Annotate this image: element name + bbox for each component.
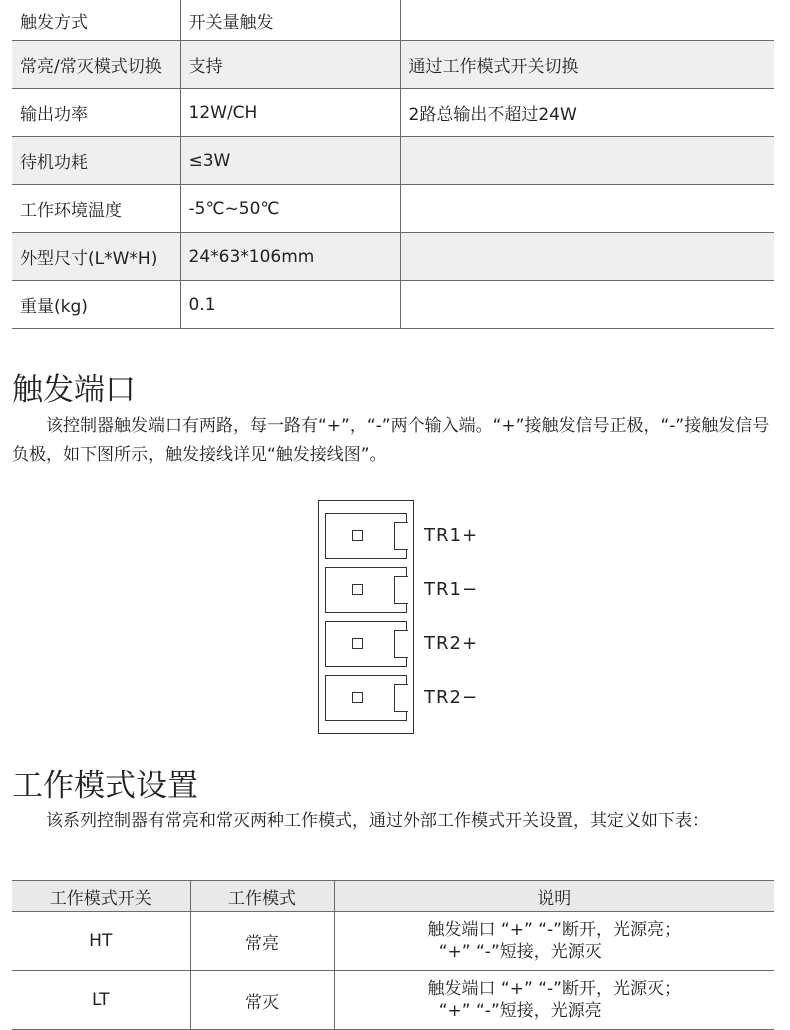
spec-note (400, 137, 774, 185)
mode-switch: LT (12, 971, 190, 1030)
trigger-connector-diagram (318, 500, 414, 734)
mode-switch: HT (12, 912, 190, 971)
terminal-notch (394, 684, 408, 712)
spec-value: 0.1 (180, 281, 400, 329)
terminal-label-tr2-minus: TR2− (424, 687, 479, 708)
mode-table (12, 880, 774, 1030)
header-switch: 工作模式开关 (12, 881, 190, 912)
terminal-screw-icon (352, 692, 363, 703)
terminal-label-tr2-plus: TR2+ (424, 633, 479, 654)
terminal-block (325, 675, 407, 721)
spec-table (12, 0, 774, 329)
spec-param: 触发方式 (12, 0, 180, 41)
spec-value: -5℃~50℃ (180, 185, 400, 233)
spec-row (12, 185, 774, 233)
mode-desc-line: “+” “-”短接，光源灭 (438, 942, 602, 962)
mode-paragraph: 该系列控制器有常亮和常灭两种工作模式，通过外部工作模式开关设置，其定义如下表： (46, 811, 709, 831)
spec-row (12, 0, 774, 41)
trigger-paragraph: 该控制器触发端口有两路，每一路有“+”，“-”两个输入端。“+”接触发信号正极，“-”接触发信号负极，如下图所示，触发接线详见“触发接线图”。 (12, 416, 770, 465)
terminal-label-tr1-plus: TR1+ (424, 525, 479, 546)
spec-param: 常亮/常灭模式切换 (12, 41, 180, 89)
terminal-block (325, 513, 407, 559)
spec-note: 2路总输出不超过24W (400, 89, 774, 137)
mode-row (12, 912, 774, 971)
spec-note: 通过工作模式开关切换 (400, 41, 774, 89)
spec-row (12, 233, 774, 281)
terminal-notch (394, 576, 408, 604)
spec-value: 开关量触发 (180, 0, 400, 41)
spec-row (12, 137, 774, 185)
mode-name: 常灭 (190, 971, 334, 1030)
terminal-block (325, 621, 407, 667)
mode-desc-line: “+” “-”短接，光源亮 (438, 1001, 602, 1021)
spec-value: 支持 (180, 41, 400, 89)
spec-value: ≤3W (180, 137, 400, 185)
trigger-section-title: 触发端口 (12, 372, 136, 408)
header-mode: 工作模式 (190, 881, 334, 912)
spec-param: 重量(kg) (12, 281, 180, 329)
mode-desc-line: 触发端口 “+” “-”断开，光源亮； (427, 920, 681, 940)
spec-row (12, 89, 774, 137)
terminal-screw-icon (352, 638, 363, 649)
mode-desc (334, 971, 774, 1030)
terminal-screw-icon (352, 584, 363, 595)
spec-value: 24*63*106mm (180, 233, 400, 281)
mode-section-title: 工作模式设置 (12, 768, 198, 804)
spec-param: 工作环境温度 (12, 185, 180, 233)
header-desc: 说明 (334, 881, 774, 912)
spec-param: 输出功率 (12, 89, 180, 137)
terminal-label-tr1-minus: TR1− (424, 579, 479, 600)
mode-desc (334, 912, 774, 971)
terminal-notch (394, 522, 408, 550)
spec-note (400, 233, 774, 281)
terminal-screw-icon (352, 530, 363, 541)
spec-note (400, 185, 774, 233)
terminal-notch (394, 630, 408, 658)
spec-param: 外型尺寸(L*W*H) (12, 233, 180, 281)
spec-param: 待机功耗 (12, 137, 180, 185)
mode-name: 常亮 (190, 912, 334, 971)
terminal-block (325, 567, 407, 613)
spec-note (400, 0, 774, 41)
mode-desc-line: 触发端口 “+” “-”断开，光源灭； (427, 979, 681, 999)
mode-table-header (12, 881, 774, 912)
spec-row (12, 281, 774, 329)
mode-row (12, 971, 774, 1030)
spec-row (12, 41, 774, 89)
spec-value: 12W/CH (180, 89, 400, 137)
spec-note (400, 281, 774, 329)
